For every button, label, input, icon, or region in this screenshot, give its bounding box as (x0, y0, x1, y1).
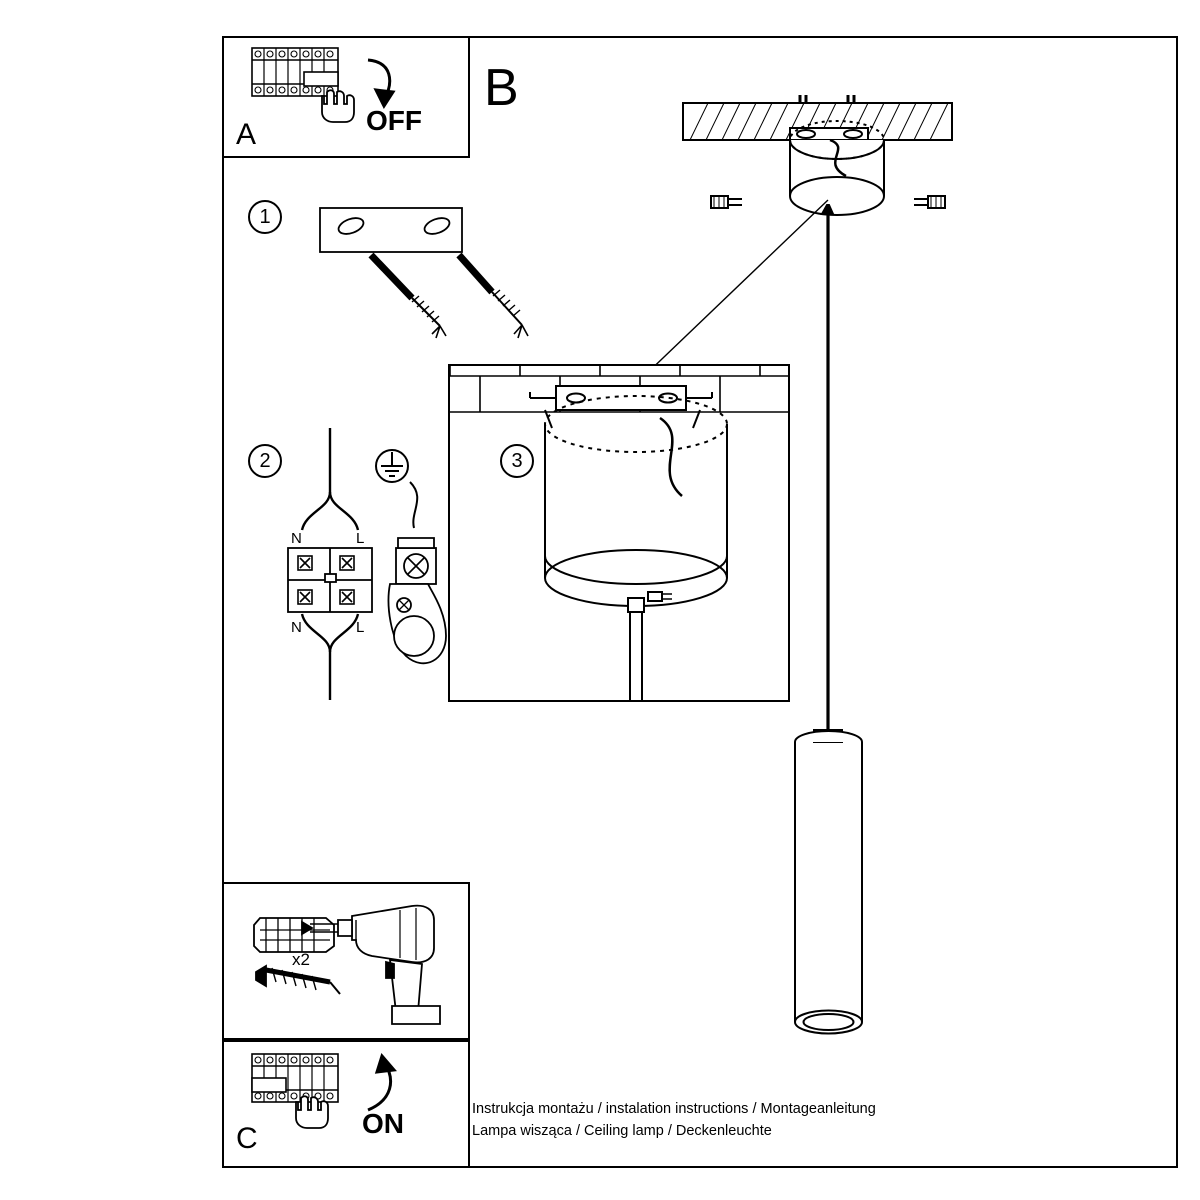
svg-text:L: L (356, 619, 365, 636)
power-off-label: OFF (366, 105, 422, 136)
step-3-number: 3 (511, 449, 523, 472)
panel-a-label: A (236, 118, 257, 151)
panel-b-label: B (484, 59, 519, 117)
quantity-label: x2 (292, 950, 310, 969)
power-on-label: ON (362, 1108, 404, 1139)
svg-text:N: N (291, 619, 302, 636)
svg-text:L: L (356, 530, 365, 547)
step-1-number: 1 (259, 205, 271, 228)
footer-line-2: Lampa wisząca / Ceiling lamp / Deckenleuchte (472, 1123, 772, 1139)
step-2-number: 2 (259, 449, 271, 472)
footer-line-1: Instrukcja montażu / instalation instructions / Montageanleitung (472, 1101, 876, 1117)
panel-c-label: C (236, 1122, 258, 1155)
svg-text:N: N (291, 530, 302, 547)
footer-text (472, 1098, 876, 1142)
